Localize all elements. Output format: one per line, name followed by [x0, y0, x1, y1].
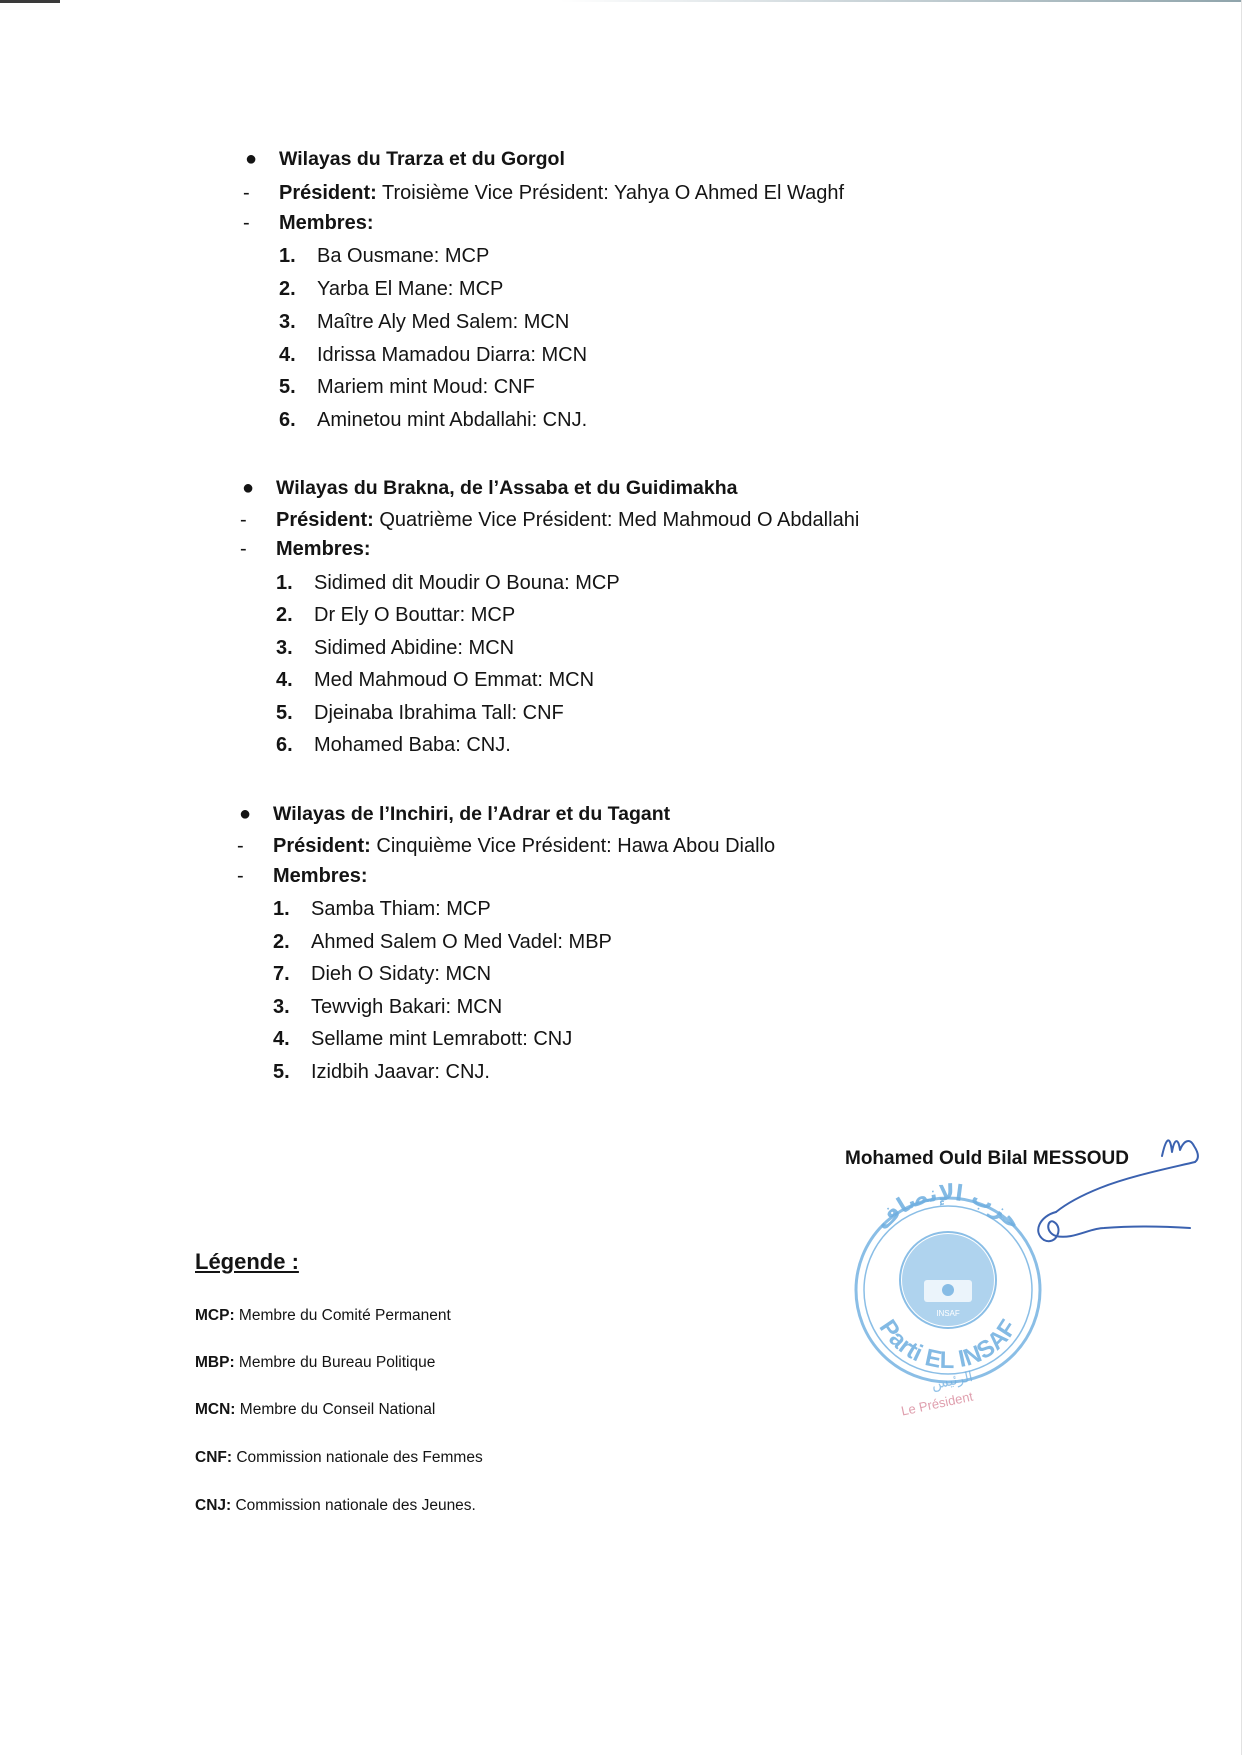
list-item: 4. Idrissa Mamadou Diarra: MCN: [279, 344, 588, 366]
president-line: - Président: Troisième Vice Président: Yahya O Ahmed El Waghf: [243, 182, 845, 204]
section-heading: ● Wilayas du Trarza et du Gorgol: [245, 148, 565, 170]
section-heading: ● Wilayas du Brakna, de l’Assaba et du Guidimakha: [242, 477, 738, 499]
section-heading: ● Wilayas de l’Inchiri, de l’Adrar et du Tagant: [239, 803, 671, 825]
legend-item: MCN: Membre du Conseil National: [195, 1401, 436, 1418]
list-item: 4. Med Mahmoud O Emmat: MCN: [276, 669, 595, 691]
list-item: 6. Mohamed Baba: CNJ.: [276, 734, 511, 756]
stamp-latin-text: Parti EL INSAF: [873, 1314, 1023, 1375]
stamp-banner-text: INSAF: [936, 1309, 960, 1318]
list-item: 3. Tewvigh Bakari: MCN: [273, 996, 503, 1018]
list-item: 5. Izidbih Jaavar: CNJ.: [273, 1061, 490, 1083]
bullet-icon: ●: [242, 477, 255, 499]
bullet-icon: ●: [239, 803, 252, 825]
list-item: 6. Aminetou mint Abdallahi: CNJ.: [279, 409, 588, 431]
scan-artifact: [0, 0, 60, 3]
bullet-icon: ●: [245, 148, 258, 170]
stamp-arabic-text: حزب الإنصاف: [870, 1180, 1026, 1236]
legend-item: MCP: Membre du Comité Permanent: [195, 1307, 451, 1324]
members-label: - Membres:: [240, 538, 371, 560]
list-item: 1. Samba Thiam: MCP: [273, 898, 491, 920]
list-item: 2. Yarba El Mane: MCP: [279, 278, 504, 300]
list-item: 2. Ahmed Salem O Med Vadel: MBP: [273, 931, 612, 953]
stamp-president-arabic: الرئيس: [930, 1368, 975, 1394]
president-line: - Président: Quatrième Vice Président: Med Mahmoud O Abdallahi: [240, 509, 860, 531]
legend-item: MBP: Membre du Bureau Politique: [195, 1354, 436, 1371]
list-item: 1. Sidimed dit Moudir O Bouna: MCP: [276, 572, 620, 594]
handwritten-signature: [1020, 1132, 1220, 1282]
legend-title: Légende :: [195, 1249, 299, 1274]
list-item: 4. Sellame mint Lemrabott: CNJ: [273, 1028, 573, 1050]
list-item: 3. Maître Aly Med Salem: MCN: [279, 311, 570, 333]
members-label: - Membres:: [243, 212, 374, 234]
list-item: 7. Dieh O Sidaty: MCN: [273, 963, 492, 985]
legend-item: CNF: Commission nationale des Femmes: [195, 1449, 483, 1466]
list-item: 1. Ba Ousmane: MCP: [279, 245, 490, 267]
president-line: - Président: Cinquième Vice Président: Hawa Abou Diallo: [237, 835, 776, 857]
signer-name: Mohamed Ould Bilal MESSOUD: [845, 1148, 1129, 1169]
legend-item: CNJ: Commission nationale des Jeunes.: [195, 1497, 476, 1514]
stamp-president-label: Le Président: [899, 1388, 975, 1419]
list-item: 5. Mariem mint Moud: CNF: [279, 376, 535, 398]
list-item: 2. Dr Ely O Bouttar: MCP: [276, 604, 516, 626]
list-item: 5. Djeinaba Ibrahima Tall: CNF: [276, 702, 564, 724]
scan-artifact: [560, 0, 1242, 2]
members-label: - Membres:: [237, 865, 368, 887]
list-item: 3. Sidimed Abidine: MCN: [276, 637, 515, 659]
svg-text:حزب الإنصاف: [871, 1181, 1026, 1236]
